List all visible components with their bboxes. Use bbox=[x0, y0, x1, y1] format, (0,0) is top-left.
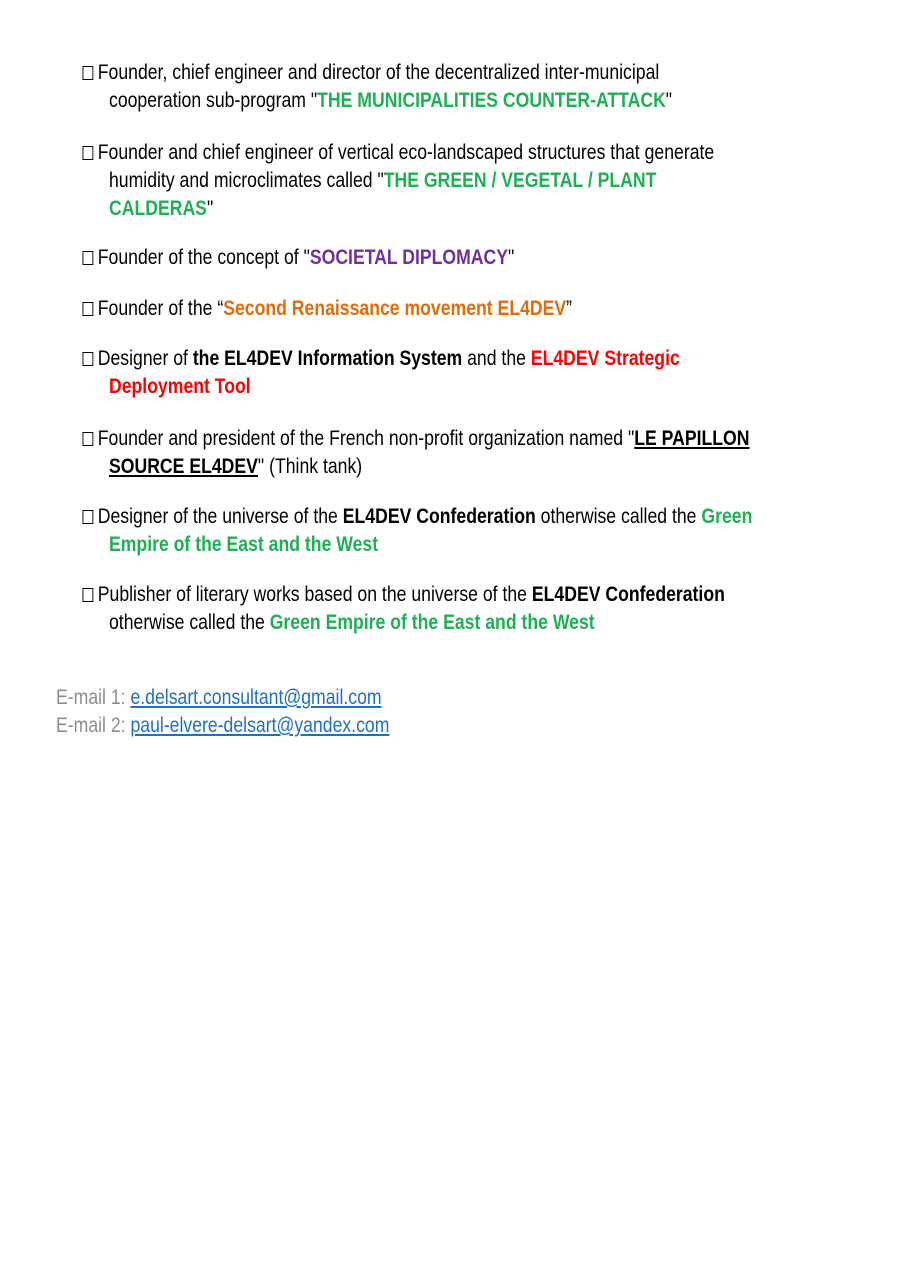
bullet-line bbox=[109, 86, 672, 114]
bullet-line bbox=[109, 530, 757, 558]
email-label: E-mail 2: bbox=[56, 713, 131, 737]
bullet-item bbox=[83, 294, 679, 322]
text-segment: Green Empire of the East and the West bbox=[269, 610, 595, 634]
bullet-line bbox=[83, 580, 725, 608]
text-segment: THE GREEN / VEGETAL / PLANT bbox=[383, 168, 657, 192]
text-segment: Founder and chief engineer of vertical eco-landscaped structures that generate bbox=[97, 140, 715, 164]
text-segment: humidity and microclimates called " bbox=[109, 168, 384, 192]
text-segment: Empire of the East and the West bbox=[109, 532, 379, 556]
text-segment: Founder, chief engineer and director of the decentralized inter-municipal bbox=[97, 60, 660, 84]
checkbox-bullet-icon bbox=[83, 352, 94, 366]
text-segment: Green bbox=[701, 504, 753, 528]
text-segment: Founder of the “ bbox=[97, 296, 224, 320]
text-segment: Designer of the universe of the bbox=[97, 504, 343, 528]
bullet-item bbox=[83, 138, 853, 222]
checkbox-bullet-icon bbox=[83, 432, 94, 446]
text-segment: SOURCE EL4DEV bbox=[109, 454, 258, 478]
text-segment: otherwise called the bbox=[109, 610, 270, 634]
bullet-line bbox=[109, 452, 754, 480]
bullet-item bbox=[83, 344, 811, 400]
checkbox-bullet-icon bbox=[83, 251, 94, 265]
text-segment: " bbox=[665, 88, 673, 112]
bullet-line bbox=[109, 194, 719, 222]
text-segment: otherwise called the bbox=[535, 504, 702, 528]
bullet-line bbox=[109, 372, 684, 400]
contact-email-2 bbox=[56, 711, 389, 739]
bullet-line bbox=[83, 344, 680, 372]
text-segment: Publisher of literary works based on the universe of the bbox=[97, 582, 532, 606]
text-segment: the EL4DEV Information System bbox=[192, 346, 463, 370]
text-segment: ” bbox=[566, 296, 573, 320]
checkbox-bullet-icon bbox=[83, 146, 94, 160]
checkbox-bullet-icon bbox=[83, 66, 94, 80]
email-link[interactable]: e.delsart.consultant@gmail.com bbox=[130, 685, 382, 709]
text-segment: Founder of the concept of " bbox=[97, 245, 310, 269]
text-segment: EL4DEV Confederation bbox=[531, 582, 725, 606]
text-segment: LE PAPILLON bbox=[634, 426, 750, 450]
contact-email-1 bbox=[56, 683, 389, 711]
checkbox-bullet-icon bbox=[83, 510, 94, 524]
text-segment: " bbox=[508, 245, 515, 269]
bullet-item bbox=[83, 580, 866, 636]
bullet-item bbox=[83, 243, 609, 271]
bullet-line bbox=[109, 608, 730, 636]
text-segment: Second Renaissance movement EL4DEV bbox=[223, 296, 567, 320]
bullet-line bbox=[83, 424, 749, 452]
checkbox-bullet-icon bbox=[83, 302, 94, 316]
text-segment: cooperation sub-program " bbox=[109, 88, 318, 112]
text-segment: EL4DEV Strategic bbox=[530, 346, 680, 370]
text-segment: Deployment Tool bbox=[109, 374, 251, 398]
email-label: E-mail 1: bbox=[56, 685, 131, 709]
bullet-line bbox=[109, 166, 719, 194]
bullet-line bbox=[83, 502, 752, 530]
text-segment: " bbox=[206, 196, 214, 220]
email-link[interactable]: paul-elvere-delsart@yandex.com bbox=[130, 713, 390, 737]
text-segment: Founder and president of the French non-profit organization named " bbox=[97, 426, 635, 450]
text-segment: EL4DEV Confederation bbox=[342, 504, 536, 528]
text-segment: " (Think tank) bbox=[257, 454, 363, 478]
bullet-line bbox=[83, 138, 714, 166]
checkbox-bullet-icon bbox=[83, 588, 94, 602]
text-segment: THE MUNICIPALITIES COUNTER-ATTACK bbox=[317, 88, 666, 112]
bullet-item bbox=[83, 58, 796, 114]
text-segment: SOCIETAL DIPLOMACY bbox=[309, 245, 509, 269]
text-segment: and the bbox=[462, 346, 531, 370]
text-segment: CALDERAS bbox=[109, 196, 207, 220]
bullet-item bbox=[83, 502, 899, 558]
bullet-item bbox=[83, 424, 896, 480]
bullet-line bbox=[83, 58, 667, 86]
bullet-line bbox=[83, 243, 514, 271]
text-segment: Designer of bbox=[97, 346, 193, 370]
bullet-line bbox=[83, 294, 572, 322]
contact-block bbox=[56, 683, 463, 739]
